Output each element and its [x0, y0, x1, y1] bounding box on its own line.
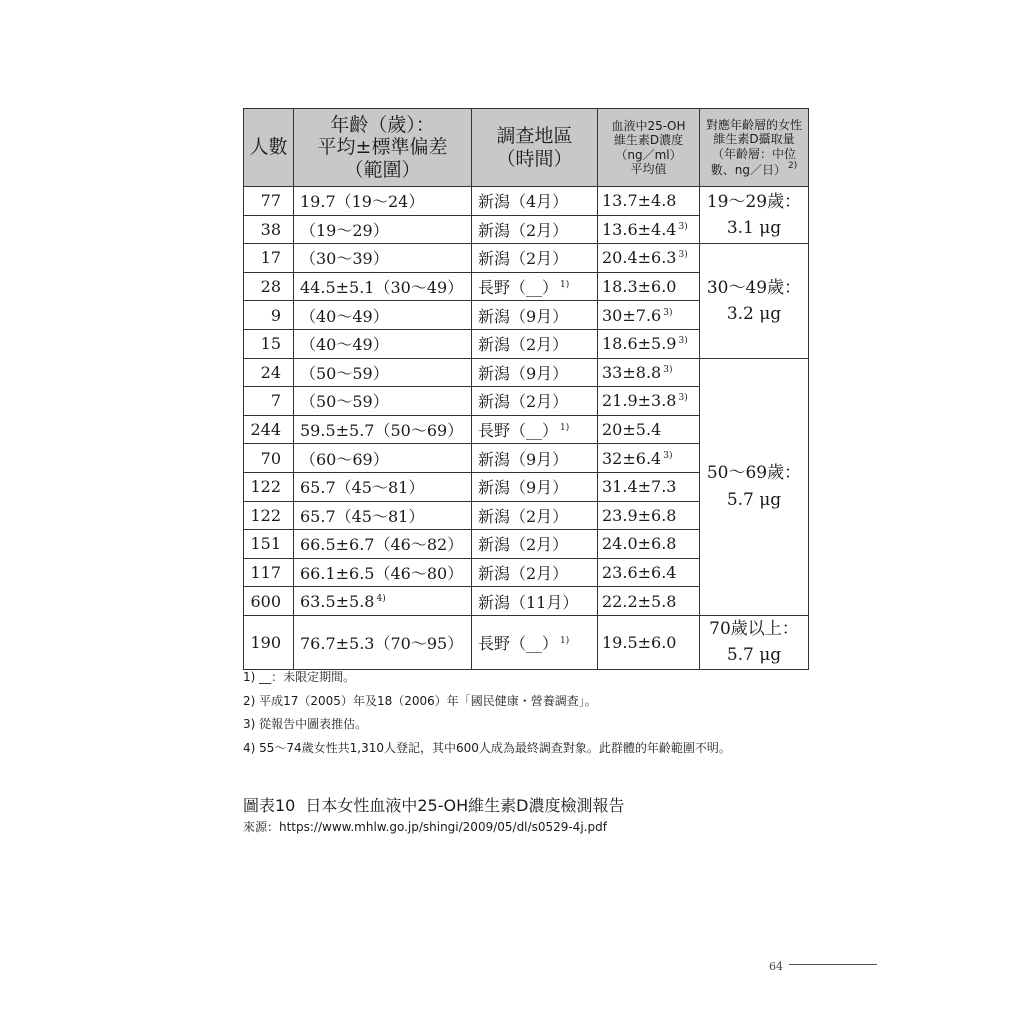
cell-concentration: 22.2±5.8: [598, 587, 700, 616]
cell-count: 190: [244, 615, 294, 669]
cell-concentration: 21.9±3.8 $^{3)}$: [598, 387, 700, 416]
cell-concentration: 18.3±6.0: [598, 272, 700, 301]
cell-count: 122: [244, 501, 294, 530]
header-intake: 對應年齡層的女性 維生素D攝取量 （年齡層：中位 數、ng／日） $^{2)}$: [700, 109, 809, 187]
cell-count: 122: [244, 472, 294, 501]
cell-count: 7: [244, 387, 294, 416]
cell-count: 28: [244, 272, 294, 301]
cell-count: 17: [244, 244, 294, 273]
cell-concentration: 13.7±4.8: [598, 187, 700, 216]
cell-count: 151: [244, 530, 294, 559]
header-count: 人數: [244, 109, 294, 187]
cell-age: 76.7±5.3（70～95）: [294, 615, 472, 669]
page-number: 64: [769, 960, 783, 973]
cell-age: （50～59）: [294, 358, 472, 387]
cell-region: 新潟（9月）: [472, 358, 598, 387]
cell-age: （30～39）: [294, 244, 472, 273]
cell-age: （40～49）: [294, 301, 472, 330]
cell-concentration: 23.9±6.8: [598, 501, 700, 530]
cell-age: 63.5±5.8 $^{4)}$: [294, 587, 472, 616]
cell-intake-group: 50～69歲： 5.7 μg: [700, 358, 809, 615]
cell-concentration: 32±6.4 $^{3)}$: [598, 444, 700, 473]
cell-region: 新潟（9月）: [472, 301, 598, 330]
cell-region: 長野（__） $^{1)}$: [472, 615, 598, 669]
cell-count: 9: [244, 301, 294, 330]
cell-region: 新潟（2月）: [472, 530, 598, 559]
footnote: 4) 55～74歲女性共1,310人登記，其中600人成為最終調查對象。此群體的年齡範圍不明。: [243, 740, 731, 755]
source-line: 來源：https://www.mhlw.go.jp/shingi/2009/05/dl/s0529-4j.pdf: [243, 820, 607, 834]
page-number-rule: [789, 964, 877, 965]
cell-age: 65.7（45～81）: [294, 472, 472, 501]
cell-age: （60～69）: [294, 444, 472, 473]
cell-concentration: 24.0±6.8: [598, 530, 700, 559]
header-concentration: 血液中25-OH 維生素D濃度 （ng／ml） 平均值: [598, 109, 700, 187]
cell-intake-group: 70歲以上： 5.7 μg: [700, 615, 809, 669]
cell-region: 長野（__） $^{1)}$: [472, 415, 598, 444]
cell-concentration: 31.4±7.3: [598, 472, 700, 501]
cell-count: 38: [244, 215, 294, 244]
table-header-row: [244, 109, 809, 187]
cell-region: 新潟（2月）: [472, 387, 598, 416]
cell-concentration: 20±5.4: [598, 415, 700, 444]
cell-region: 長野（__） $^{1)}$: [472, 272, 598, 301]
cell-count: 15: [244, 329, 294, 358]
table-row: [244, 358, 809, 387]
cell-age: 44.5±5.1（30～49）: [294, 272, 472, 301]
cell-age: 65.7（45～81）: [294, 501, 472, 530]
cell-region: 新潟（9月）: [472, 444, 598, 473]
cell-concentration: 20.4±6.3 $^{3)}$: [598, 244, 700, 273]
header-region: 調查地區 （時間）: [472, 109, 598, 187]
cell-age: 19.7（19～24）: [294, 187, 472, 216]
cell-region: 新潟（9月）: [472, 472, 598, 501]
footnote: 3) 從報告中圖表推估。: [243, 717, 368, 731]
cell-region: 新潟（4月）: [472, 187, 598, 216]
table-row: [244, 244, 809, 273]
cell-region: 新潟（2月）: [472, 215, 598, 244]
cell-count: 600: [244, 587, 294, 616]
cell-region: 新潟（2月）: [472, 244, 598, 273]
footnote: 1) __：未限定期間。: [243, 670, 356, 684]
cell-region: 新潟（11月）: [472, 587, 598, 616]
cell-intake-group: 19～29歲： 3.1 μg: [700, 187, 809, 244]
cell-count: 70: [244, 444, 294, 473]
cell-region: 新潟（2月）: [472, 558, 598, 587]
cell-intake-group: 30～49歲： 3.2 μg: [700, 244, 809, 358]
vitamin-d-table: [243, 108, 809, 670]
figure-caption: [243, 793, 624, 816]
cell-count: 77: [244, 187, 294, 216]
cell-age: （50～59）: [294, 387, 472, 416]
cell-age: 59.5±5.7（50～69）: [294, 415, 472, 444]
caption-title: 日本女性血液中25-OH維生素D濃度檢測報告: [305, 796, 625, 815]
footnote: 2) 平成17（2005）年及18（2006）年「國民健康・營養調查」。: [243, 693, 597, 708]
cell-concentration: 18.6±5.9 $^{3)}$: [598, 329, 700, 358]
cell-concentration: 19.5±6.0: [598, 615, 700, 669]
cell-count: 24: [244, 358, 294, 387]
cell-count: 117: [244, 558, 294, 587]
cell-age: （19～29）: [294, 215, 472, 244]
footnotes: [243, 669, 731, 763]
cell-age: 66.1±6.5（46～80）: [294, 558, 472, 587]
caption-number: 圖表10: [243, 796, 296, 815]
cell-concentration: 23.6±6.4: [598, 558, 700, 587]
cell-concentration: 33±8.8 $^{3)}$: [598, 358, 700, 387]
cell-concentration: 13.6±4.4 $^{3)}$: [598, 215, 700, 244]
cell-age: （40～49）: [294, 329, 472, 358]
cell-region: 新潟（2月）: [472, 501, 598, 530]
header-age: 年齡（歲）： 平均±標準偏差 （範圍）: [294, 109, 472, 187]
table-row: [244, 187, 809, 216]
cell-count: 244: [244, 415, 294, 444]
cell-concentration: 30±7.6 $^{3)}$: [598, 301, 700, 330]
cell-region: 新潟（2月）: [472, 329, 598, 358]
table-row: [244, 615, 809, 669]
cell-age: 66.5±6.7（46～82）: [294, 530, 472, 559]
